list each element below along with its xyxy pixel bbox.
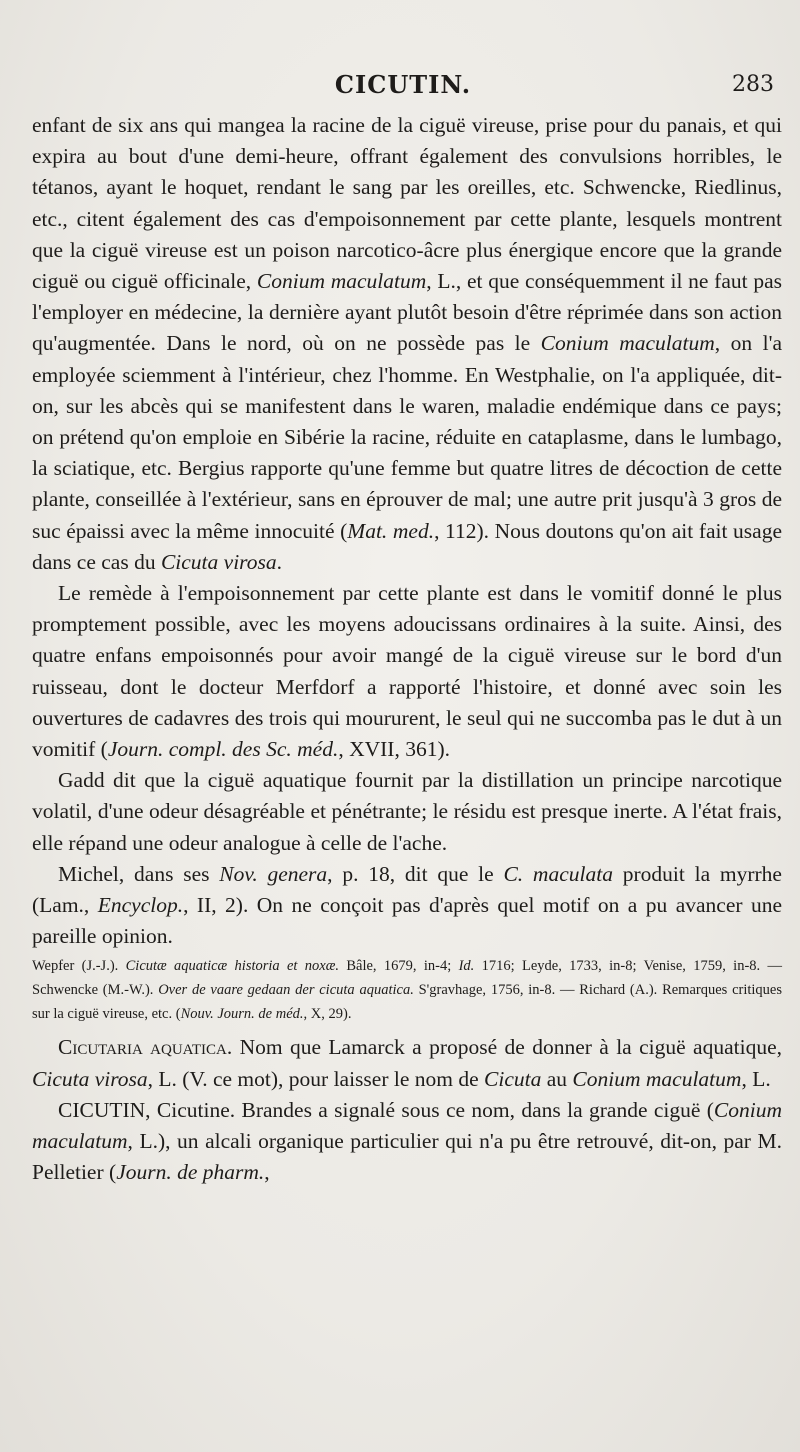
text-run: Michel, dans ses bbox=[58, 861, 220, 886]
text-run: , on l'a employée sciemment à l'intérieur, chez l'homme. En Westphalie, on l'a appliquée, dit-on, sur les abcès qui se manifestent dans le waren, maladie endémique dans ce pays; on prétend qu'on emploie en Sibérie la racine, réduite en cataplasme, dans le lumbago, la sciatique, etc. Bergius rapporte qu'une femme but quatre litres de décoction de cette plante, conseillée à l'extérieur, sans en éprouver de mal; une autre prit jusqu'à 3 gros de suc épaissi avec la même innocuité ( bbox=[32, 331, 782, 543]
text-run: CICUTIN, Cicutine. Brandes a signalé sous ce nom, dans la grande ciguë ( bbox=[58, 1097, 714, 1122]
text-run: produit la myrrhe (Lam., bbox=[32, 861, 782, 918]
page-number: 283 bbox=[732, 72, 774, 97]
text-run: , L. bbox=[741, 1066, 771, 1091]
text-run: enfant de six ans qui mangea la racine de la ciguë vireuse, prise pour du panais, et qui expira au bout d'une demi-heure, offrant également des convulsions horribles, le tétanos, ayant le hoquet, rendant le sang par les oreilles, etc. Schwencke, Riedlinus, etc., citent également des cas d'empoisonnement par cette plante, lesquels montrent que la ciguë vireuse est un poison narcotico-âcre plus énergique encore que la grande ciguë ou ciguë officinale, bbox=[32, 113, 782, 294]
italic-text: Journ. compl. des Sc. méd. bbox=[107, 737, 339, 762]
text-run: , II, 2). On ne conçoit pas d'après quel motif on a pu avancer une pareille opinion. bbox=[32, 893, 782, 949]
bibliography-references bbox=[32, 954, 782, 1026]
text-run: , L., et que conséquemment il ne faut pas l'employer en médecine, la dernière ayant plutôt besoin d'être réprimée dans son action qu'augmentée. Dans le nord, où on ne possède pas le bbox=[32, 269, 782, 356]
dictionary-entry bbox=[32, 1032, 782, 1094]
italic-text: Conium maculatum bbox=[540, 331, 715, 356]
italic-text: C. maculata bbox=[503, 861, 613, 886]
small-caps-text: Cicutaria aquatica. bbox=[58, 1035, 233, 1060]
text-run: , XVII, 361). bbox=[338, 737, 450, 762]
text-run: Bâle, 1679, in-4; bbox=[339, 958, 459, 975]
italic-text: Cicuta virosa bbox=[32, 1066, 148, 1091]
text-run: Wepfer (J.-J.). bbox=[32, 958, 126, 975]
text-run: S'gravhage, 1756, in-8. — Richard (A.). Remarques critiques sur la ciguë vireuse, etc. ( bbox=[32, 982, 783, 1023]
italic-text: Cicuta virosa bbox=[160, 549, 277, 574]
text-run: au bbox=[541, 1066, 573, 1091]
text-run: , 112). Nous doutons qu'on ait fait usage dans ce cas du bbox=[32, 518, 783, 574]
text-run: . bbox=[276, 549, 282, 574]
italic-text: Conium maculatum bbox=[32, 1097, 782, 1154]
text-run: , bbox=[264, 1160, 270, 1185]
italic-text: Nov. genera bbox=[219, 861, 328, 886]
text-run: Gadd dit que la ciguë aquatique fournit par la distillation un principe narcotique volatil, d'une odeur désagréable et pénétrante; le résidu est presque inerte. A l'état frais, elle répand une odeur analogue à celle de l'ache. bbox=[32, 768, 782, 855]
text-run: Nom que Lamarck a proposé de donner à la ciguë aquatique, bbox=[232, 1035, 782, 1060]
italic-text: Id. bbox=[458, 958, 475, 975]
text-run: , X, 29). bbox=[303, 1006, 352, 1023]
body-text bbox=[32, 110, 782, 1189]
dictionary-entry bbox=[32, 1095, 782, 1189]
paragraph bbox=[32, 110, 782, 578]
text-run: Le remède à l'empoisonnement par cette plante est dans le vomitif donné le plus promptement possible, avec les moyens adoucissans ordinaires à la suite. Ainsi, des quatre enfans empoisonnés pour avoir mangé de la ciguë vireuse sur le bord d'un ruisseau, dont le docteur Merfdorf a rapporté l'histoire, et donné avec soin les ouvertures de cadavres des trois qui moururent, le seul qui ne succomba pas le dut à un vomitif ( bbox=[32, 581, 782, 762]
page-header bbox=[32, 70, 774, 106]
running-head: CICUTIN. bbox=[334, 70, 472, 99]
italic-text: Cicuta bbox=[484, 1066, 542, 1091]
italic-text: Mat. med. bbox=[347, 518, 435, 543]
italic-text: Encyclop. bbox=[97, 893, 184, 918]
italic-text: Journ. de pharm. bbox=[116, 1160, 265, 1185]
paragraph bbox=[32, 578, 782, 765]
italic-text: Conium maculatum bbox=[572, 1066, 742, 1091]
paragraph bbox=[32, 859, 782, 953]
text-run: , p. 18, dit que le bbox=[327, 861, 504, 886]
paragraph bbox=[32, 765, 782, 859]
text-run: , L.), un alcali organique particulier qui n'a pu être retrouvé, dit-on, par M. Pelletier ( bbox=[32, 1129, 782, 1185]
text-run: 1716; Leyde, 1733, in-8; Venise, 1759, in-8. — Schwencke (M.-W.). bbox=[32, 958, 782, 999]
italic-text: Over de vaare gedaan der cicuta aquatica. bbox=[158, 982, 414, 999]
italic-text: Cicutæ aquaticæ historia et noxæ. bbox=[125, 958, 340, 975]
italic-text: Nouv. Journ. de méd. bbox=[180, 1006, 304, 1023]
text-run: , L. (V. ce mot), pour laisser le nom de bbox=[147, 1066, 485, 1091]
italic-text: Conium maculatum bbox=[256, 269, 427, 294]
